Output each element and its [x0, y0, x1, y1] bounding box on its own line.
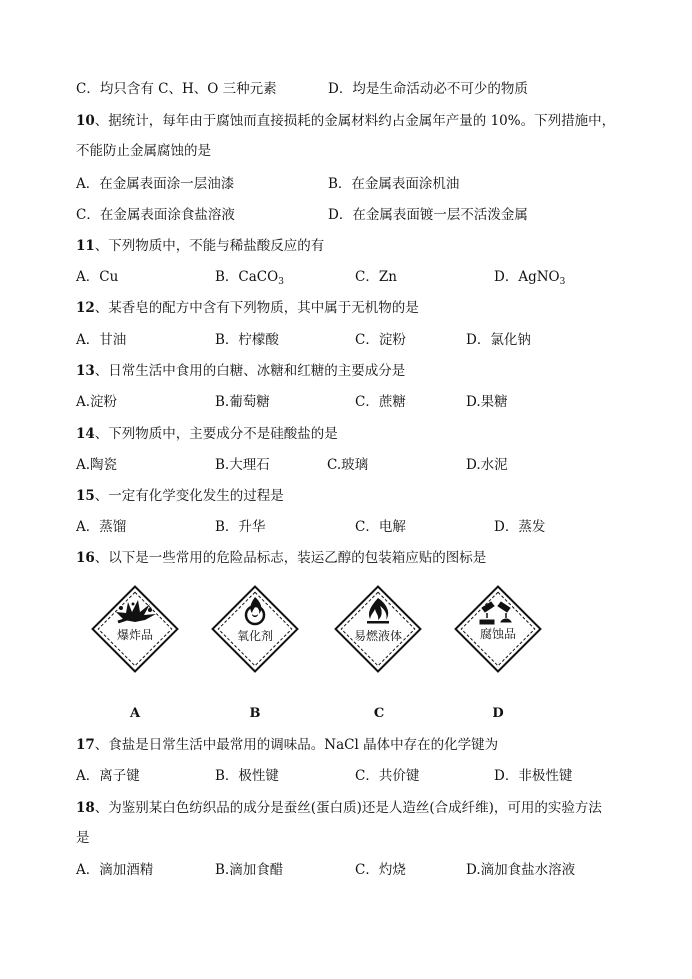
q18-stem [76, 799, 602, 817]
q16-stem [76, 549, 486, 567]
q13-option-d: D.果糖 [466, 394, 508, 410]
q15-number: 15 [76, 488, 95, 504]
q12-stem [76, 299, 419, 317]
sign-c-letter: C [373, 706, 385, 721]
q17-number: 17 [76, 737, 95, 753]
sign-b-label: 氧化剂 [236, 629, 274, 643]
q11-stem [76, 237, 324, 255]
q11-number: 11 [76, 238, 95, 254]
q14-stem-text: 、下列物质中，主要成分不是硅酸盐的是 [94, 426, 338, 442]
q17-stem [76, 736, 498, 754]
q15-option-d: D．蒸发 [494, 519, 546, 535]
q11-option-d [494, 268, 565, 291]
q14-option-d: D.水泥 [466, 457, 508, 473]
q18-option-c: C．灼烧 [355, 862, 406, 878]
q18-option-b: B.滴加食醋 [215, 862, 284, 878]
q13-stem-text: 、日常生活中食用的白糖、冰糖和红糖的主要成分是 [94, 363, 406, 379]
hazard-sign-flammable-liquid [331, 582, 425, 676]
sign-b-letter: B [249, 706, 261, 721]
q10-option-c: C．在金属表面涂食盐溶液 [76, 207, 235, 223]
q13-option-a: A.淀粉 [76, 394, 118, 410]
q13-stem [76, 362, 405, 380]
sign-a-letter: A [129, 706, 141, 721]
sign-d-label: 腐蚀品 [479, 627, 517, 641]
q13-option-b: B.葡萄糖 [215, 394, 270, 410]
q10-stem [76, 112, 615, 130]
q12-option-a: A．甘油 [76, 332, 127, 348]
hazard-sign-explosive [88, 582, 182, 676]
q11-option-d-subscript: 3 [559, 277, 566, 287]
q18-stem-text: 、为鉴别某白色纺织品的成分是蚕丝(蛋白质)还是人造丝(合成纤维)，可用的实验方法 [94, 800, 602, 816]
q18-option-a: A．滴加酒精 [76, 862, 154, 878]
q11-option-d-text: D．AgNO [494, 269, 560, 285]
q12-option-d: D．氯化钠 [466, 332, 531, 348]
q11-stem-text: 、下列物质中，不能与稀盐酸反应的有 [94, 238, 325, 254]
q11-option-c: C．Zn [355, 269, 397, 285]
q15-stem [76, 487, 284, 505]
q11-option-b-subscript: 3 [278, 277, 284, 287]
q15-option-a: A．蒸馏 [76, 519, 127, 535]
q10-option-a: A．在金属表面涂一层油漆 [76, 176, 235, 192]
q9-option-c: C．均只含有 C、H、O 三种元素 [76, 81, 277, 97]
sign-d-letter: D [492, 706, 504, 721]
q17-option-b: B．极性键 [215, 768, 279, 784]
q13-option-c: C．蔗糖 [355, 394, 406, 410]
q14-option-c: C.玻璃 [327, 457, 369, 473]
q11-option-a: A．Cu [76, 269, 119, 285]
q10-number: 10 [76, 113, 95, 129]
sign-a-label: 爆炸品 [116, 628, 154, 642]
q12-stem-text: 、某香皂的配方中含有下列物质，其中属于无机物的是 [94, 300, 419, 316]
q11-option-b-text: B．CaCO [215, 269, 279, 285]
q10-option-b: B．在金属表面涂机油 [328, 176, 460, 192]
q14-option-b: B.大理石 [215, 457, 270, 473]
q18-stem-line2: 是 [76, 830, 90, 846]
q12-option-b: B．柠檬酸 [215, 332, 279, 348]
q14-option-a: A.陶瓷 [76, 457, 118, 473]
q15-option-b: B．升华 [215, 519, 266, 535]
q17-option-d: D．非极性键 [494, 768, 573, 784]
q14-stem [76, 425, 338, 443]
hazard-sign-oxidizer [208, 582, 302, 676]
q12-option-c: C．淀粉 [355, 332, 406, 348]
q18-number: 18 [76, 800, 95, 816]
q10-stem-line2: 不能防止金属腐蚀的是 [76, 143, 211, 159]
q16-number: 16 [76, 550, 95, 566]
q17-option-c: C．共价键 [355, 768, 420, 784]
q18-option-d: D.滴加食盐水溶液 [466, 862, 576, 878]
q16-stem-text: 、以下是一些常用的危险品标志，装运乙醇的包装箱应贴的图标是 [94, 550, 487, 566]
q15-option-c: C．电解 [355, 519, 406, 535]
q17-stem-text: 、食盐是日常生活中最常用的调味品。NaCl 晶体中存在的化学键为 [94, 737, 499, 753]
q17-option-a: A．离子键 [76, 768, 140, 784]
q10-stem-text: 、据统计，每年由于腐蚀而直接损耗的金属材料约占金属年产量的 10%。下列措施中， [94, 113, 616, 129]
q11-option-b [215, 268, 284, 291]
sign-c-label: 易燃液体 [353, 629, 403, 643]
hazard-sign-corrosive [451, 582, 545, 676]
q15-stem-text: 、一定有化学变化发生的过程是 [94, 488, 284, 504]
q10-option-d: D．在金属表面镀一层不活泼金属 [328, 207, 528, 223]
q12-number: 12 [76, 300, 95, 316]
q14-number: 14 [76, 426, 95, 442]
q13-number: 13 [76, 363, 95, 379]
q9-option-d: D．均是生命活动必不可少的物质 [328, 81, 528, 97]
